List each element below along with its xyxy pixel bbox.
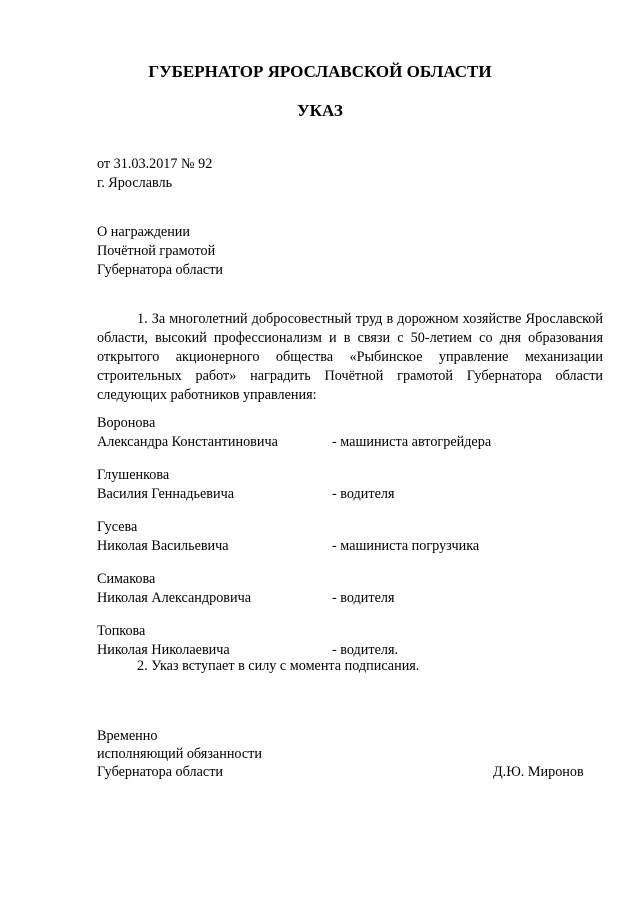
awardee-given-names: Александра Константиновича <box>97 434 278 450</box>
awardee-surname: Воронова <box>97 415 156 431</box>
awardee-surname: Глушенкова <box>97 467 170 483</box>
awardee-given-names: Василия Геннадьевича <box>97 486 235 502</box>
subject-line: Губернатора области <box>97 262 223 278</box>
subject-line: Почётной грамотой <box>97 243 216 259</box>
document-type-heading: УКАЗ <box>297 101 343 120</box>
awardee-given-names: Николая Николаевича <box>97 642 230 658</box>
awardee-entry <box>97 570 603 608</box>
awardee-surname: Топкова <box>97 623 146 639</box>
signatory-title-line: исполняющий обязанности <box>97 746 262 762</box>
clause-1-paragraph: 1. За многолетний добросовестный труд в дорожном хозяйстве Ярославской области, высокий профессионализм и в связи с 50-летием со дня образования открытого акционерного общества «Рыбинское управление механизации строительных работ» наградить Почётной грамотой Губернатора области следующих работников управления: <box>97 311 603 403</box>
awardee-role: - машиниста автогрейдера <box>332 434 492 450</box>
date-number-line: от 31.03.2017 № 92 <box>97 156 213 172</box>
awardee-surname: Симакова <box>97 571 156 587</box>
authority-heading: ГУБЕРНАТОР ЯРОСЛАВСКОЙ ОБЛАСТИ <box>148 62 492 81</box>
subject-line: О награждении <box>97 224 190 240</box>
awardee-entry <box>97 466 603 504</box>
awardee-given-names: Николая Васильевича <box>97 538 229 554</box>
awardee-role: - водителя <box>332 590 395 606</box>
awardee-role: - машиниста погрузчика <box>332 538 480 554</box>
signatory-name: Д.Ю. Миронов <box>493 764 584 780</box>
signatory-title-line: Губернатора области <box>97 764 223 780</box>
awardee-given-names: Николая Александровича <box>97 590 252 606</box>
awardee-role: - водителя. <box>332 642 399 658</box>
signatory-title-line: Временно <box>97 728 158 744</box>
clause-2-paragraph: 2. Указ вступает в силу с момента подписания. <box>137 658 420 674</box>
place-line: г. Ярославль <box>97 175 173 191</box>
awardee-surname: Гусева <box>97 519 138 535</box>
awardee-entry <box>97 518 603 556</box>
awardee-entry <box>97 622 603 660</box>
awardee-entry <box>97 414 603 452</box>
awardee-role: - водителя <box>332 486 395 502</box>
